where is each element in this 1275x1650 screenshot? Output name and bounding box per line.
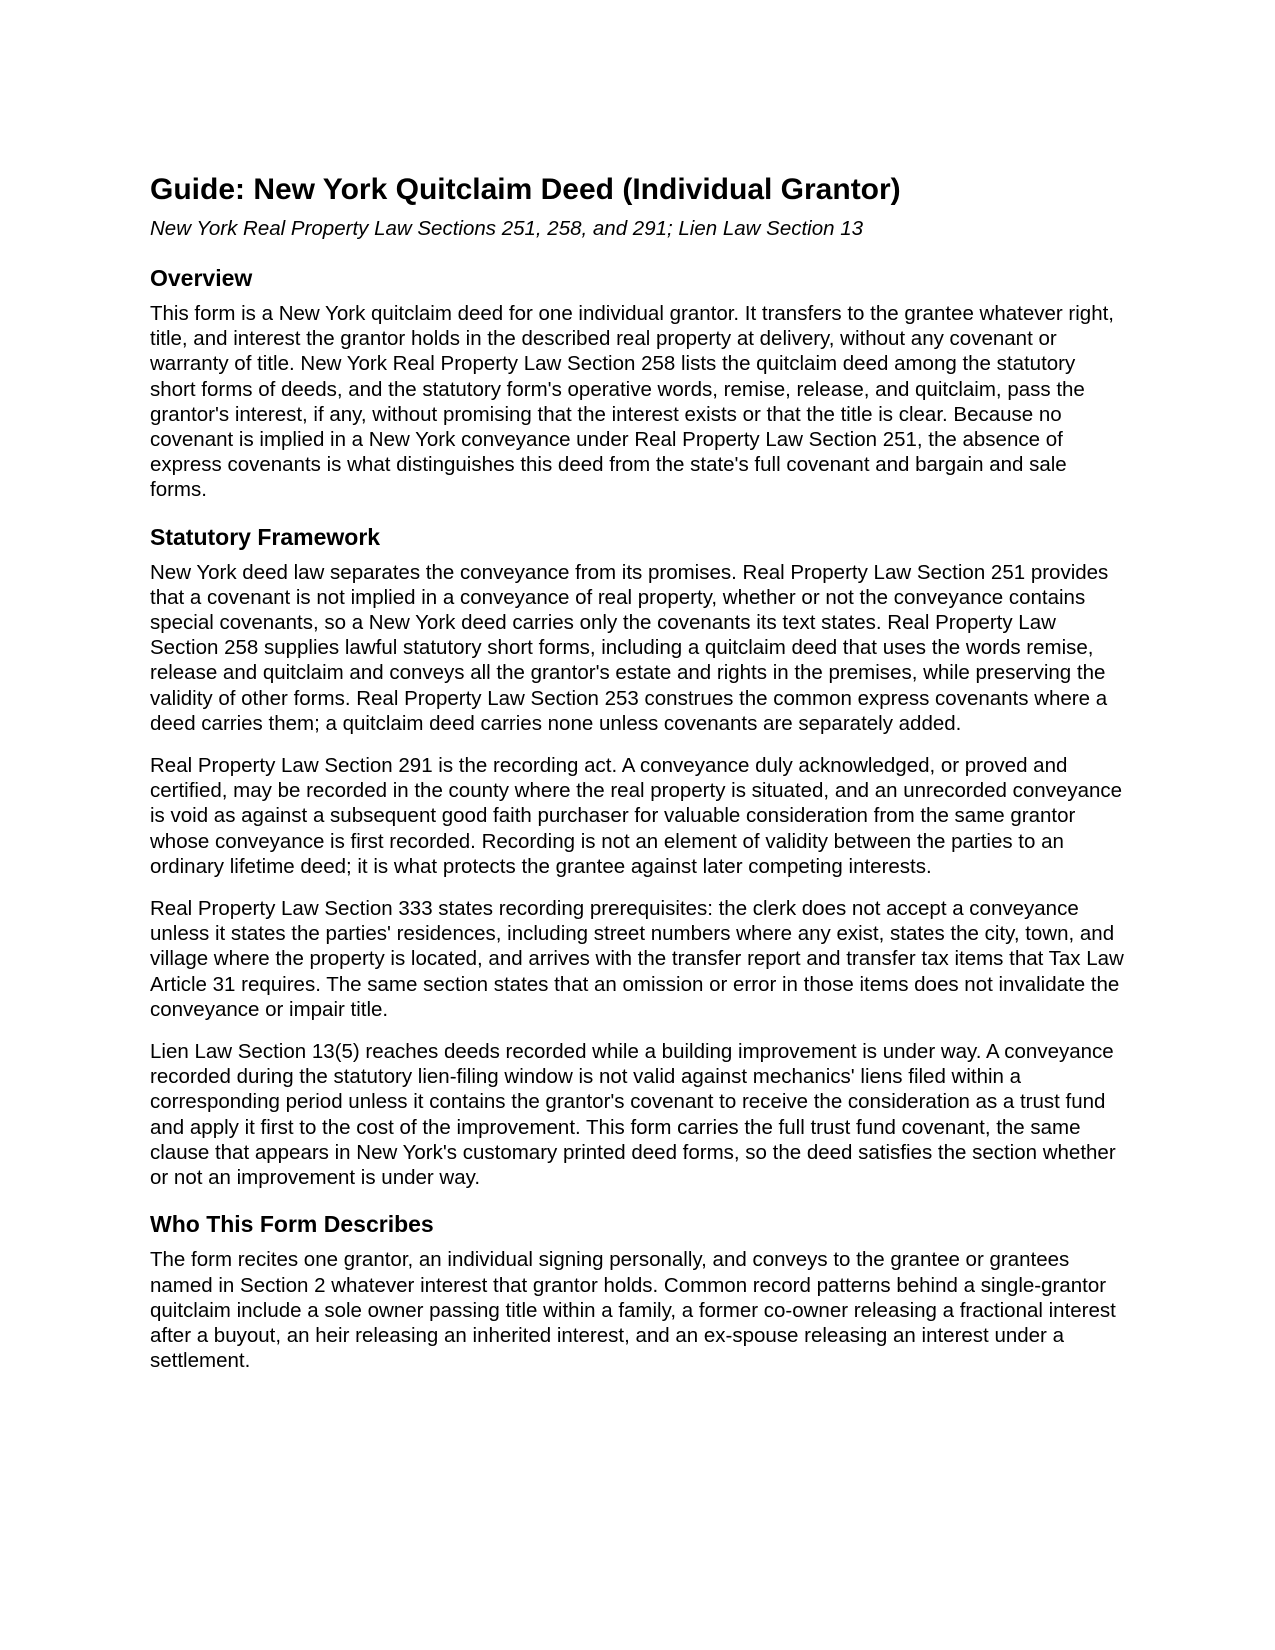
page-title: Guide: New York Quitclaim Deed (Individual Grantor) bbox=[150, 173, 901, 206]
overview-paragraph: This form is a New York quitclaim deed for one individual grantor. It transfers to the grantee whatever right, title, and interest the grantor holds in the described real property at delivery, without any covenant or warranty of title. New York Real Property Law Section 258 lists the quitclaim deed among the statutory short forms of deeds, and the statutory form's operative words, remise, release, and quitclaim, pass the grantor's interest, if any, without promising that the interest exists or that the title is clear. Because no covenant is implied in a New York conveyance under Real Property Law Section 251, the absence of express covenants is what distinguishes this deed from the state's full covenant and bargain and sale forms. bbox=[150, 302, 1114, 502]
framework-paragraph: New York deed law separates the conveyance from its promises. Real Property Law Section 251 provides that a covenant is not implied in a conveyance of real property, whether or not the conveyance contains special covenants, so a New York deed carries only the covenants its text states. Real Property Law Section 258 supplies lawful statutory short forms, including a quitclaim deed that uses the words remise, release and quitclaim and conveys all the grantor's estate and rights in the premises, while preserving the validity of other forms. Real Property Law Section 253 construes the common express covenants where a deed carries them; a quitclaim deed carries none unless covenants are separately added. bbox=[150, 560, 1109, 735]
framework-paragraph: Lien Law Section 13(5) reaches deeds recorded while a building improvement is under way. A conveyance recorded during the statutory lien-filing window is not valid against mechanics' liens filed within a corresponding period unless it contains the grantor's covenant to receive the consideration as a trust fund and apply it first to the cost of the improvement. This form carries the full trust fund covenant, the same clause that appears in New York's customary printed deed forms, so the deed satisfies the section whether or not an improvement is under way. bbox=[150, 1040, 1116, 1190]
framework-paragraph: Real Property Law Section 291 is the recording act. A conveyance duly acknowledged, or proved and certified, may be recorded in the county where the real property is situated, and an unrecorded conveyance is void as against a subsequent good faith purchaser for valuable consideration from the same grantor whose conveyance is first recorded. Recording is not an element of validity between the parties to an ordinary lifetime deed; it is what protects the grantee against later competing interests. bbox=[150, 754, 1123, 878]
who-paragraph: The form recites one grantor, an individual signing personally, and conveys to the grantee or grantees named in Section 2 whatever interest that grantor holds. Common record patterns behind a single-grantor quitclaim include a sole owner passing title within a family, a former co-owner releasing a fractional interest after a buyout, an heir releasing an inherited interest, and an ex-spouse releasing an interest under a settlement. bbox=[150, 1248, 1116, 1373]
statutory-framework-heading: Statutory Framework bbox=[150, 523, 381, 550]
page-subtitle: New York Real Property Law Sections 251, 258, and 291; Lien Law Section 13 bbox=[150, 217, 864, 240]
document-page bbox=[150, 172, 1125, 1373]
overview-heading: Overview bbox=[150, 265, 253, 291]
who-this-form-describes-heading: Who This Form Describes bbox=[150, 1211, 434, 1238]
framework-paragraph: Real Property Law Section 333 states recording prerequisites: the clerk does not accept a conveyance unless it states the parties' residences, including street numbers where any exist, states the city, town, and village where the property is located, and arrives with the transfer report and transfer tax items that Tax Law Article 31 requires. The same section states that an omission or error in those items does not invalidate the conveyance or impair title. bbox=[150, 897, 1124, 1021]
